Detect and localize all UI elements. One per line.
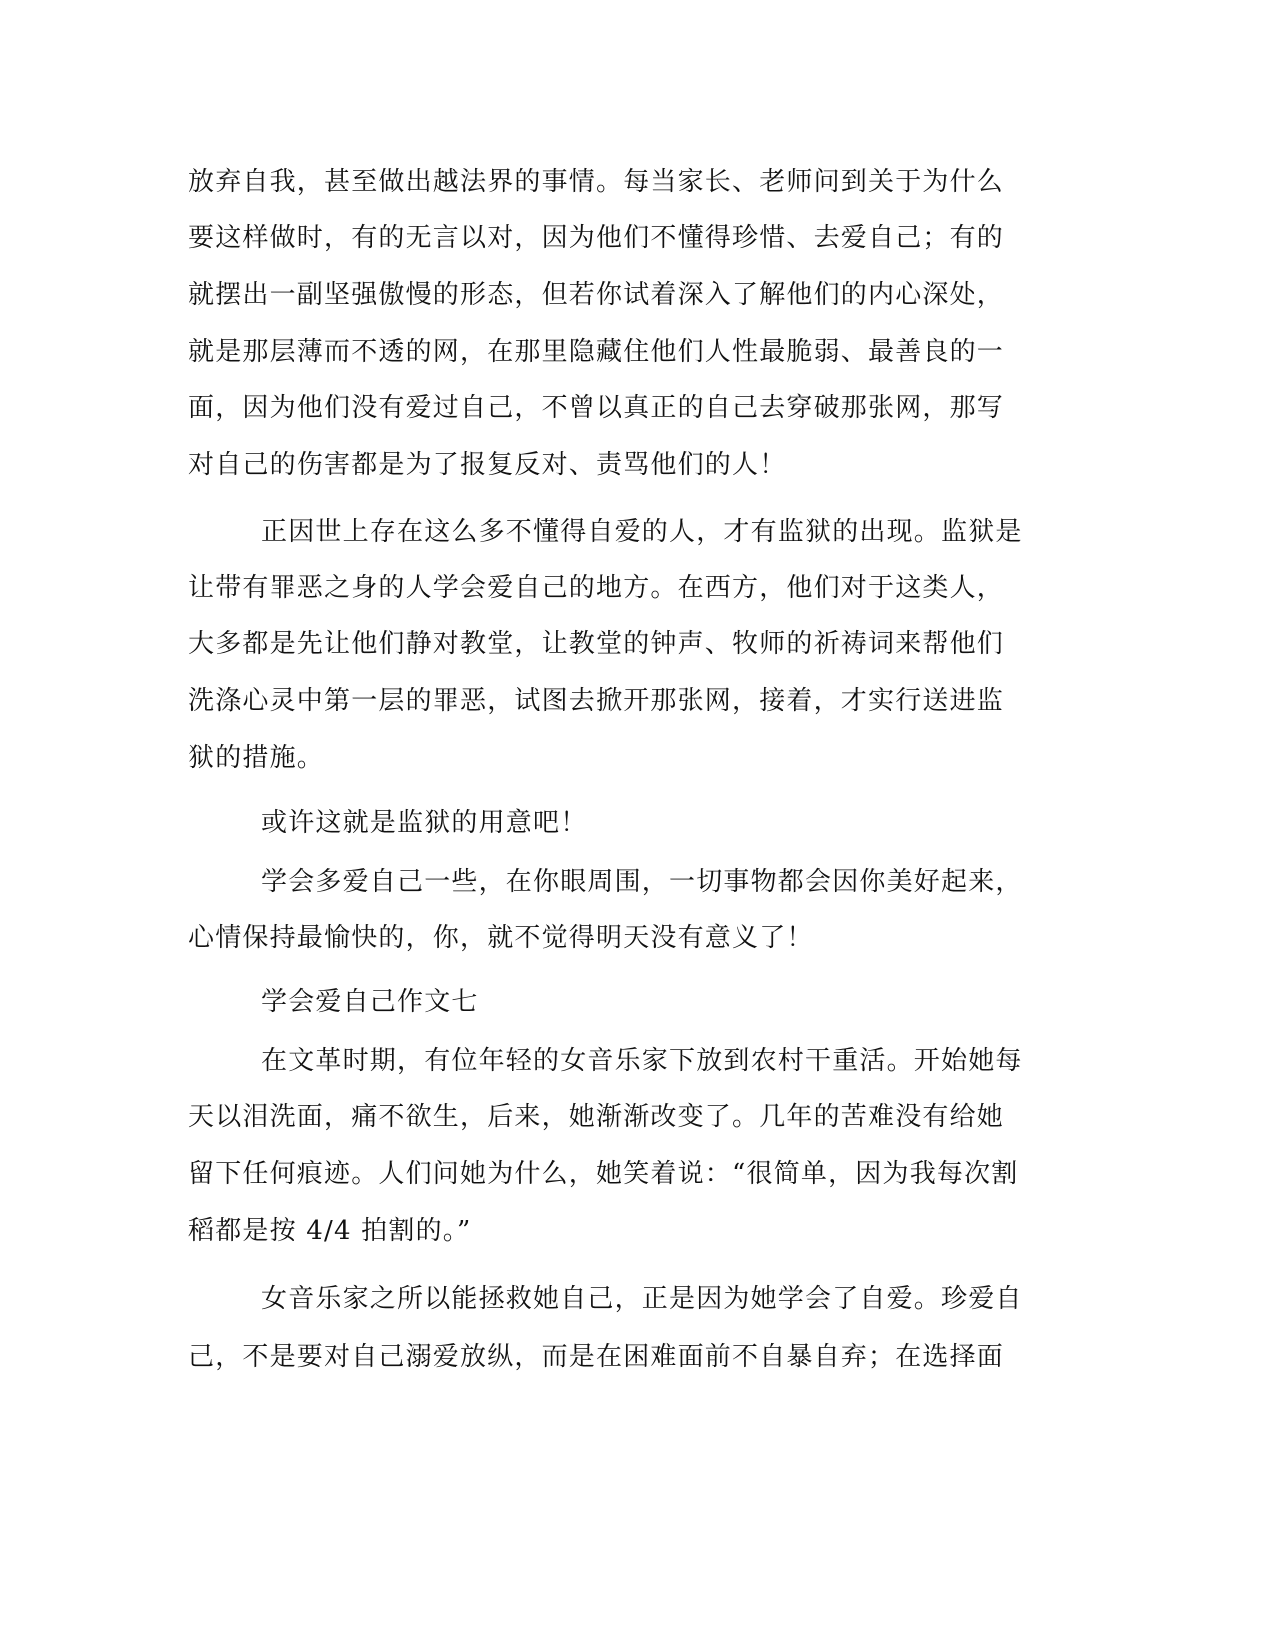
text-line-4: 就是那层薄而不透的网，在那里隐藏住他们人性最脆弱、最善良的一 (188, 337, 1005, 367)
section-heading: 学会爱自己作文七 (261, 987, 479, 1017)
text-line-14: 心情保持最愉快的，你，就不觉得明天没有意义了！ (188, 923, 814, 953)
text-line-11: 狱的措施。 (188, 743, 325, 773)
text-line-1: 放弃自我，甚至做出越法界的事情。每当家长、老师问到关于为什么 (188, 167, 1005, 197)
text-line-9: 大多都是先让他们静对教堂，让教堂的钟声、牧师的祈祷词来帮他们 (188, 629, 1005, 659)
text-line-20: 女音乐家之所以能拯救她自己，正是因为她学会了自爱。珍爱自 (261, 1284, 1023, 1314)
text-line-12: 或许这就是监狱的用意吧！ (261, 808, 588, 838)
text-line-17: 天以泪洗面，痛不欲生，后来，她渐渐改变了。几年的苦难没有给她 (188, 1102, 1005, 1132)
text-line-8: 让带有罪恶之身的人学会爱自己的地方。在西方，他们对于这类人， (188, 573, 1005, 603)
text-line-5: 面，因为他们没有爱过自己，不曾以真正的自己去穿破那张网，那写 (188, 393, 1005, 423)
text-line-10: 洗涤心灵中第一层的罪恶，试图去掀开那张网，接着，才实行送进监 (188, 686, 1005, 716)
text-line-7: 正因世上存在这么多不懂得自爱的人，才有监狱的出现。监狱是 (261, 517, 1023, 547)
text-line-3: 就摆出一副坚强傲慢的形态，但若你试着深入了解他们的内心深处， (188, 280, 1005, 310)
text-line-18: 留下任何痕迹。人们问她为什么，她笑着说：“很简单，因为我每次割 (188, 1159, 1019, 1189)
text-line-2: 要这样做时，有的无言以对，因为他们不懂得珍惜、去爱自己；有的 (188, 223, 1005, 253)
text-line-19: 稻都是按 4/4 拍割的。” (188, 1216, 472, 1246)
text-line-21: 己，不是要对自己溺爱放纵，而是在困难面前不自暴自弃；在选择面 (188, 1342, 1005, 1372)
text-line-6: 对自己的伤害都是为了报复反对、责骂他们的人！ (188, 450, 787, 480)
text-line-16: 在文革时期，有位年轻的女音乐家下放到农村干重活。开始她每 (261, 1046, 1023, 1076)
text-line-13: 学会多爱自己一些，在你眼周围，一切事物都会因你美好起来， (261, 867, 1023, 897)
